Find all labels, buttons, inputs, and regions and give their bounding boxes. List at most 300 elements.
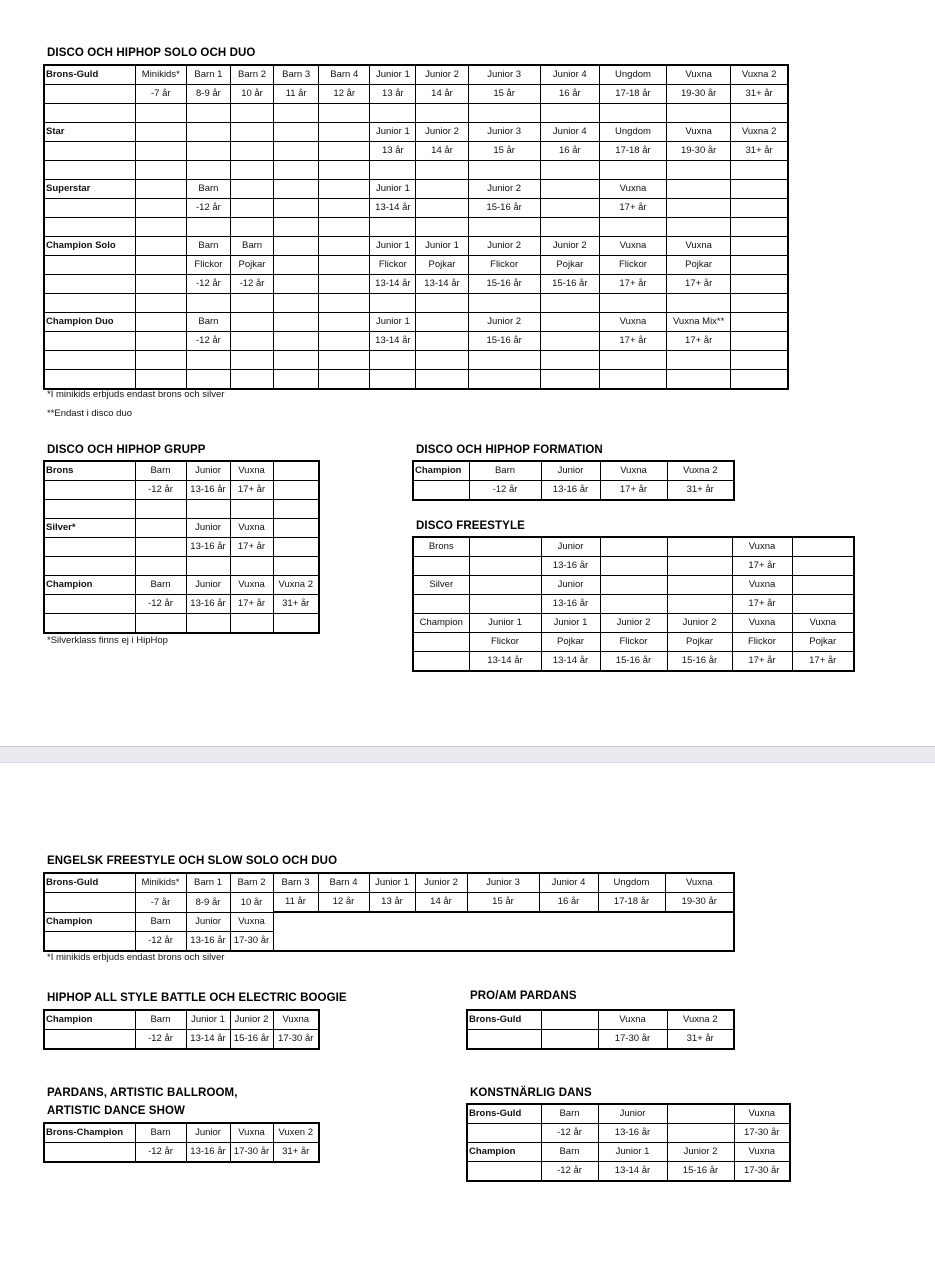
table-row (44, 519, 319, 538)
table-cell (273, 500, 319, 519)
table-row (413, 557, 854, 576)
table-cell: Barn 1 (186, 65, 230, 85)
table-cell: Junior (186, 576, 230, 595)
row-label-cell (44, 614, 135, 634)
table-row (44, 912, 734, 931)
table-cell (273, 481, 319, 500)
table-cell: 15-16 år (468, 199, 540, 218)
table-cell: Vuxna 2 (667, 1010, 734, 1030)
row-label-cell (413, 481, 469, 501)
table-cell (667, 294, 731, 313)
table-cell (600, 537, 667, 557)
row-label-cell (467, 1162, 541, 1182)
table-cell: 17-30 år (734, 1162, 790, 1182)
table-cell: Junior (541, 461, 600, 481)
table-cell (319, 161, 370, 180)
table-cell: Barn (186, 237, 230, 256)
table-cell: Junior 3 (467, 873, 539, 893)
table-cell: 15-16 år (468, 332, 540, 351)
table-row (413, 537, 854, 557)
table-cell (230, 332, 273, 351)
table-cell: 14 år (416, 142, 468, 161)
table-cell (468, 370, 540, 390)
table-cell (186, 123, 230, 142)
table-cell: Vuxna (665, 873, 734, 893)
table-cell (541, 1030, 598, 1050)
table-cell: Vuxna (230, 461, 273, 481)
table-cell: 12 år (319, 85, 370, 104)
table-cell: -12 år (186, 275, 230, 294)
table-cell: Junior 1 (370, 65, 416, 85)
section-title-konstnarlig-dans: KONSTNÄRLIG DANS (470, 1087, 592, 1099)
row-label-cell (44, 595, 135, 614)
table-cell: 17+ år (667, 332, 731, 351)
table-cell (370, 294, 416, 313)
row-label-cell: Brons-Guld (467, 1010, 541, 1030)
table-cell (135, 313, 186, 332)
table-cell: 17-18 år (599, 85, 666, 104)
table-cell: Junior 1 (370, 313, 416, 332)
table-cell (416, 180, 468, 199)
table-cell: Junior 1 (469, 614, 541, 633)
row-label-cell (44, 142, 135, 161)
table-cell: 15-16 år (230, 1030, 273, 1050)
table-cell: Junior 4 (539, 873, 598, 893)
table-cell: Junior 2 (468, 313, 540, 332)
table-cell: Junior (186, 1123, 230, 1143)
row-label-cell: Brons-Champion (44, 1123, 135, 1143)
table-row (44, 538, 319, 557)
table-row (44, 873, 734, 893)
table-engelsk-freestyle (43, 872, 735, 952)
footnote-disco-duo: **Endast i disco duo (47, 408, 133, 419)
table-cell (230, 500, 273, 519)
table-cell: Barn 2 (230, 873, 273, 893)
footnote-minikids-engelsk: *I minikids erbjuds endast brons och silver (47, 952, 225, 963)
table-cell (230, 161, 273, 180)
empty-filler (273, 931, 734, 951)
table-row (44, 500, 319, 519)
table-cell: Barn (230, 237, 273, 256)
row-label-cell (413, 633, 469, 652)
table-cell (319, 218, 370, 237)
row-label-cell (44, 481, 135, 500)
table-cell: Barn (186, 313, 230, 332)
table-cell (370, 104, 416, 123)
row-label-cell: Silver (413, 576, 469, 595)
table-cell: Junior 1 (369, 873, 415, 893)
table-cell: 17+ år (732, 557, 792, 576)
row-label-cell (44, 85, 135, 104)
table-cell (274, 142, 319, 161)
table-konstnarlig-dans (466, 1103, 791, 1182)
table-cell: Junior 1 (186, 1010, 230, 1030)
table-cell: Vuxna (230, 519, 273, 538)
table-cell: 8-9 år (186, 85, 230, 104)
table-cell (186, 294, 230, 313)
table-cell (230, 313, 273, 332)
table-cell: Vuxna (732, 614, 792, 633)
section-title-disco-hiphop-solo-duo: DISCO OCH HIPHOP SOLO OCH DUO (47, 47, 256, 59)
table-cell: Flickor (468, 256, 540, 275)
table-cell: Barn (541, 1143, 598, 1162)
table-cell: 17+ år (792, 652, 854, 672)
table-cell (319, 332, 370, 351)
table-cell: -7 år (135, 893, 186, 913)
table-cell: 31+ år (273, 1143, 319, 1163)
table-cell: Vuxna (734, 1104, 790, 1124)
table-cell (416, 351, 468, 370)
table-cell: Pojkar (667, 633, 732, 652)
table-row (44, 576, 319, 595)
table-cell: Junior (186, 519, 230, 538)
table-cell (370, 218, 416, 237)
table-cell (135, 180, 186, 199)
table-row (44, 461, 319, 481)
table-cell: 13-14 år (416, 275, 468, 294)
table-cell: Ungdom (599, 65, 666, 85)
table-cell: 14 år (415, 893, 467, 913)
table-row (413, 652, 854, 672)
table-cell: -12 år (135, 931, 186, 951)
table-row (44, 218, 788, 237)
row-label-cell (44, 161, 135, 180)
table-cell: -12 år (186, 199, 230, 218)
empty-filler (273, 912, 734, 931)
table-cell: Minikids* (135, 873, 186, 893)
table-row (44, 332, 788, 351)
row-label-cell: Superstar (44, 180, 135, 199)
table-cell (274, 313, 319, 332)
table-cell (731, 180, 788, 199)
table-cell (731, 218, 788, 237)
row-label-cell (44, 351, 135, 370)
table-cell: 17+ år (732, 652, 792, 672)
table-cell (468, 351, 540, 370)
table-row (44, 85, 788, 104)
table-row (44, 370, 788, 390)
table-cell (135, 275, 186, 294)
table-cell (667, 161, 731, 180)
table-cell (731, 332, 788, 351)
table-cell (135, 218, 186, 237)
table-cell: Barn 4 (318, 873, 369, 893)
table-row (467, 1104, 790, 1124)
table-cell (319, 237, 370, 256)
table-cell (274, 218, 319, 237)
table-cell: 13-14 år (370, 199, 416, 218)
table-cell (469, 595, 541, 614)
table-cell (667, 595, 732, 614)
table-cell: 15 år (468, 142, 540, 161)
table-cell: Barn (469, 461, 541, 481)
table-cell: 13-16 år (541, 481, 600, 501)
table-cell (273, 614, 319, 634)
table-cell: Junior 2 (540, 237, 599, 256)
table-cell: 31+ år (667, 1030, 734, 1050)
table-cell: 15-16 år (600, 652, 667, 672)
table-cell (135, 123, 186, 142)
table-cell: 14 år (416, 85, 468, 104)
table-cell (731, 161, 788, 180)
row-label-cell (467, 1124, 541, 1143)
table-cell: Junior 2 (468, 180, 540, 199)
table-cell (319, 180, 370, 199)
table-cell (274, 275, 319, 294)
table-cell: Vuxna (599, 313, 666, 332)
table-cell (600, 595, 667, 614)
row-label-cell: Brons-Guld (44, 65, 135, 85)
table-row (467, 1124, 790, 1143)
table-cell (599, 370, 666, 390)
table-cell: Vuxna (600, 461, 667, 481)
table-row (44, 161, 788, 180)
row-label-cell: Champion (44, 576, 135, 595)
table-row (44, 481, 319, 500)
row-label-cell: Brons (44, 461, 135, 481)
table-cell: 31+ år (273, 595, 319, 614)
table-cell (792, 576, 854, 595)
table-cell (540, 370, 599, 390)
table-cell: Barn (135, 912, 186, 931)
table-cell: 15-16 år (468, 275, 540, 294)
table-cell: Ungdom (599, 123, 666, 142)
table-cell (135, 104, 186, 123)
table-cell (135, 142, 186, 161)
table-cell: Barn (135, 1123, 186, 1143)
table-cell (667, 537, 732, 557)
table-cell: Junior (186, 461, 230, 481)
table-cell (792, 557, 854, 576)
table-cell (731, 199, 788, 218)
table-cell: Junior 1 (370, 123, 416, 142)
table-cell: 17-18 år (599, 142, 666, 161)
table-pardans-artistic (43, 1122, 320, 1163)
section-title-pro-am-pardans: PRO/AM PARDANS (470, 990, 577, 1002)
table-cell (319, 199, 370, 218)
table-cell: 10 år (230, 893, 273, 913)
table-cell: Vuxna (734, 1143, 790, 1162)
table-cell (792, 595, 854, 614)
table-cell (186, 218, 230, 237)
table-row (413, 576, 854, 595)
table-cell (370, 351, 416, 370)
table-row (467, 1162, 790, 1182)
table-cell: Flickor (732, 633, 792, 652)
table-cell: Junior 1 (416, 237, 468, 256)
table-row (44, 595, 319, 614)
table-cell: Pojkar (667, 256, 731, 275)
table-cell: 17+ år (230, 595, 273, 614)
table-cell (599, 104, 666, 123)
table-cell: Junior (541, 537, 600, 557)
table-cell: 19-30 år (665, 893, 734, 913)
row-label-cell: Champion Solo (44, 237, 135, 256)
table-cell: Junior 2 (667, 1143, 734, 1162)
table-cell: 31+ år (731, 142, 788, 161)
table-cell (274, 199, 319, 218)
table-cell: 13-14 år (186, 1030, 230, 1050)
row-label-cell (413, 652, 469, 672)
table-cell: Junior 2 (415, 873, 467, 893)
table-cell (319, 104, 370, 123)
table-cell: Vuxna 2 (731, 123, 788, 142)
table-row (44, 180, 788, 199)
table-cell: 13-16 år (598, 1124, 667, 1143)
table-row (413, 595, 854, 614)
table-cell: 13 år (370, 85, 416, 104)
table-cell: 12 år (318, 893, 369, 913)
table-cell: 17+ år (599, 275, 666, 294)
row-label-cell: Champion (467, 1143, 541, 1162)
table-cell (667, 104, 731, 123)
table-cell: 10 år (230, 85, 273, 104)
row-label-cell: Brons-Guld (44, 873, 135, 893)
table-cell: Flickor (600, 633, 667, 652)
table-cell: -12 år (135, 481, 186, 500)
footnote-silverklass: *Silverklass finns ej i HipHop (47, 635, 168, 646)
table-cell (600, 576, 667, 595)
table-cell (230, 557, 273, 576)
table-cell: Junior 1 (370, 180, 416, 199)
table-cell (599, 351, 666, 370)
table-cell: Junior 2 (600, 614, 667, 633)
row-label-cell (44, 557, 135, 576)
table-row (413, 614, 854, 633)
row-label-cell (44, 332, 135, 351)
row-label-cell (44, 500, 135, 519)
table-cell (540, 104, 599, 123)
table-cell: Barn 1 (186, 873, 230, 893)
table-row (44, 557, 319, 576)
table-row (44, 1143, 319, 1163)
table-row (44, 275, 788, 294)
table-cell: Flickor (370, 256, 416, 275)
table-cell: Vuxna 2 (273, 576, 319, 595)
table-cell (731, 351, 788, 370)
table-cell: Junior (186, 912, 230, 931)
table-cell (667, 557, 732, 576)
row-label-cell (413, 595, 469, 614)
row-label-cell: Champion (44, 912, 135, 931)
table-cell: 17+ år (599, 199, 666, 218)
table-cell: 17+ år (667, 275, 731, 294)
footnote-minikids: *I minikids erbjuds endast brons och silver (47, 389, 225, 400)
table-cell (599, 218, 666, 237)
table-cell (319, 370, 370, 390)
table-cell (230, 142, 273, 161)
table-cell (135, 519, 186, 538)
table-cell: -12 år (186, 332, 230, 351)
table-cell: 13-16 år (541, 557, 600, 576)
table-cell: 31+ år (667, 481, 734, 501)
table-cell: 13 år (369, 893, 415, 913)
row-label-cell (467, 1030, 541, 1050)
table-cell: 16 år (540, 85, 599, 104)
table-disco-hiphop-grupp (43, 460, 320, 634)
table-row (467, 1010, 734, 1030)
table-cell: 17+ år (732, 595, 792, 614)
row-label-cell (44, 218, 135, 237)
table-cell (135, 256, 186, 275)
table-row (467, 1030, 734, 1050)
table-cell: Pojkar (230, 256, 273, 275)
table-cell (135, 332, 186, 351)
table-cell: 13-16 år (541, 595, 600, 614)
table-cell (230, 370, 273, 390)
table-cell: Pojkar (792, 633, 854, 652)
table-cell (416, 294, 468, 313)
table-disco-hiphop-formation (412, 460, 735, 501)
table-cell (469, 576, 541, 595)
row-label-cell (44, 1143, 135, 1163)
table-cell: -12 år (135, 595, 186, 614)
table-cell (667, 351, 731, 370)
table-cell: Vuxna (667, 65, 731, 85)
row-label-cell (44, 538, 135, 557)
table-cell: Vuxna Mix** (667, 313, 731, 332)
table-cell: 13-16 år (186, 595, 230, 614)
table-row (44, 294, 788, 313)
table-cell (186, 557, 230, 576)
table-cell (667, 199, 731, 218)
row-label-cell (44, 256, 135, 275)
table-row (44, 931, 734, 951)
table-cell (230, 104, 273, 123)
table-cell (274, 294, 319, 313)
table-hiphop-battle (43, 1009, 320, 1050)
table-cell: Ungdom (598, 873, 665, 893)
table-cell: 13-16 år (186, 1143, 230, 1163)
table-cell (599, 294, 666, 313)
table-cell (230, 351, 273, 370)
table-row (44, 313, 788, 332)
row-label-cell (413, 557, 469, 576)
table-cell: Junior 2 (416, 123, 468, 142)
table-cell (274, 161, 319, 180)
table-cell: Barn 4 (319, 65, 370, 85)
table-cell (274, 237, 319, 256)
table-cell (186, 351, 230, 370)
table-cell (416, 313, 468, 332)
table-cell (186, 142, 230, 161)
row-label-cell (44, 294, 135, 313)
table-cell (274, 370, 319, 390)
row-label-cell: Champion (44, 1010, 135, 1030)
table-cell: Pojkar (541, 633, 600, 652)
table-cell: Vuxna (273, 1010, 319, 1030)
table-row (413, 633, 854, 652)
table-cell (135, 161, 186, 180)
table-cell: Pojkar (540, 256, 599, 275)
table-cell (541, 1010, 598, 1030)
table-cell: 13-16 år (186, 481, 230, 500)
table-cell: 15-16 år (667, 652, 732, 672)
table-cell (230, 180, 273, 199)
row-label-cell (44, 1030, 135, 1050)
table-cell: 13-16 år (186, 931, 230, 951)
section-title-disco-hiphop-grupp: DISCO OCH HIPHOP GRUPP (47, 444, 206, 456)
table-cell (540, 218, 599, 237)
table-cell (667, 180, 731, 199)
table-cell (135, 237, 186, 256)
table-cell: 17-30 år (734, 1124, 790, 1143)
table-cell (731, 256, 788, 275)
table-disco-hiphop-solo-duo (43, 64, 789, 390)
table-cell: 13-14 år (469, 652, 541, 672)
table-cell: Junior 2 (416, 65, 468, 85)
table-cell: 13-14 år (598, 1162, 667, 1182)
